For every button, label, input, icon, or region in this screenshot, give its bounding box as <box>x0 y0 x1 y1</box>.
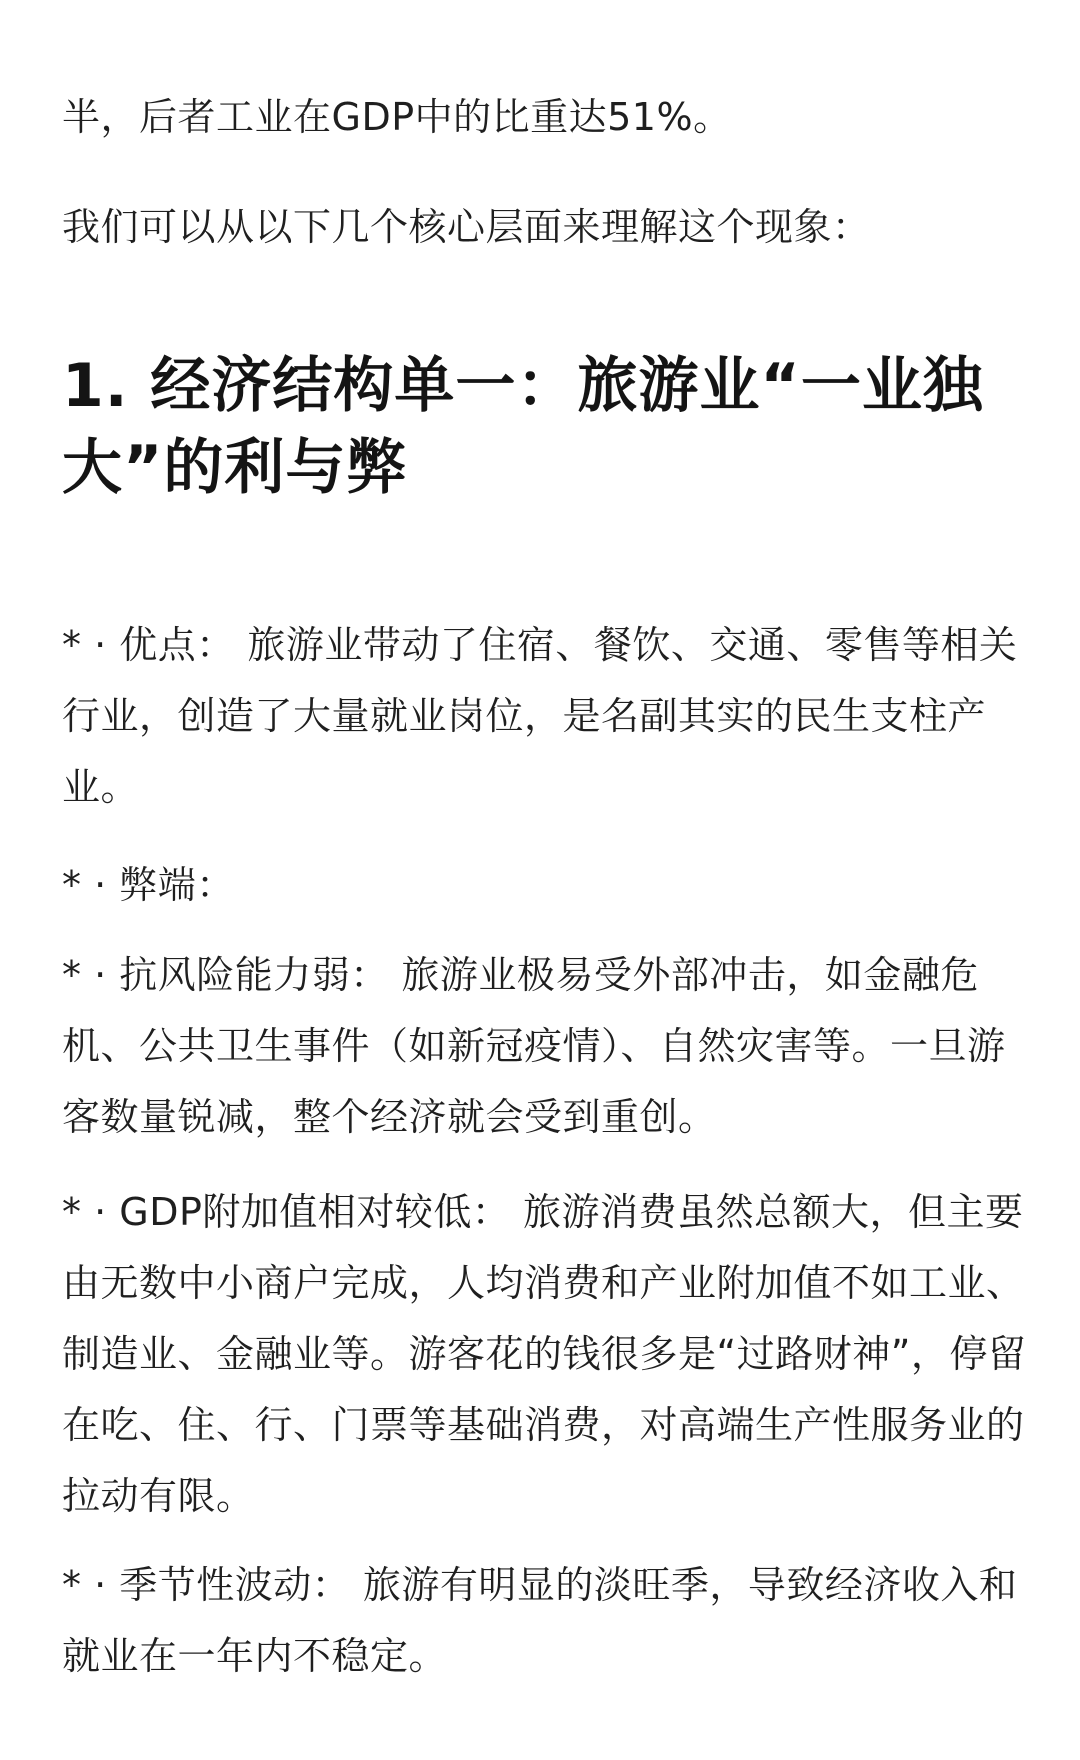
bullet-marker: * · <box>62 623 120 667</box>
intro-lead-paragraph: 我们可以从以下几个核心层面来理解这个现象： <box>62 205 871 249</box>
list-item <box>62 610 1028 823</box>
intro-tail-paragraph: 半，后者工业在GDP中的比重达51%。 <box>62 95 732 139</box>
bullet-label: 弊端： <box>119 863 235 907</box>
bullet-label: GDP附加值相对较低： <box>119 1190 511 1234</box>
bullet-label: 抗风险能力弱： <box>119 953 389 997</box>
bullet-label: 优点： <box>119 623 235 667</box>
section-heading: 1. 经济结构单一：旅游业“一业独大”的利与弊 <box>62 351 984 503</box>
list-item <box>62 850 1028 921</box>
bullet-marker: * · <box>62 863 120 907</box>
list-item <box>62 1177 1028 1532</box>
bullet-marker: * · <box>62 1563 120 1607</box>
list-item <box>62 940 1028 1153</box>
bullet-label: 季节性波动： <box>119 1563 351 1607</box>
list-item <box>62 1550 1028 1692</box>
bullet-text: 旅游有明显的淡旺季，导致经济收入和就业在一年内不稳定。 <box>62 1563 1018 1678</box>
bullet-marker: * · <box>62 1190 120 1234</box>
bullet-text: 旅游消费虽然总额大，但主要由无数中小商户完成，人均消费和产业附加值不如工业、制造业、金融业等。游客花的钱很多是“过路财神”，停留在吃、住、行、门票等基础消费，对高端生产性服务业的拉动有限。 <box>62 1190 1027 1518</box>
bullet-text: 旅游业极易受外部冲击，如金融危机、公共卫生事件（如新冠疫情）、自然灾害等。一旦游客数量锐减，整个经济就会受到重创。 <box>62 953 1006 1139</box>
bullet-text: 旅游业带动了住宿、餐饮、交通、零售等相关行业，创造了大量就业岗位，是名副其实的民生支柱产业。 <box>62 623 1018 809</box>
bullet-marker: * · <box>62 953 120 997</box>
